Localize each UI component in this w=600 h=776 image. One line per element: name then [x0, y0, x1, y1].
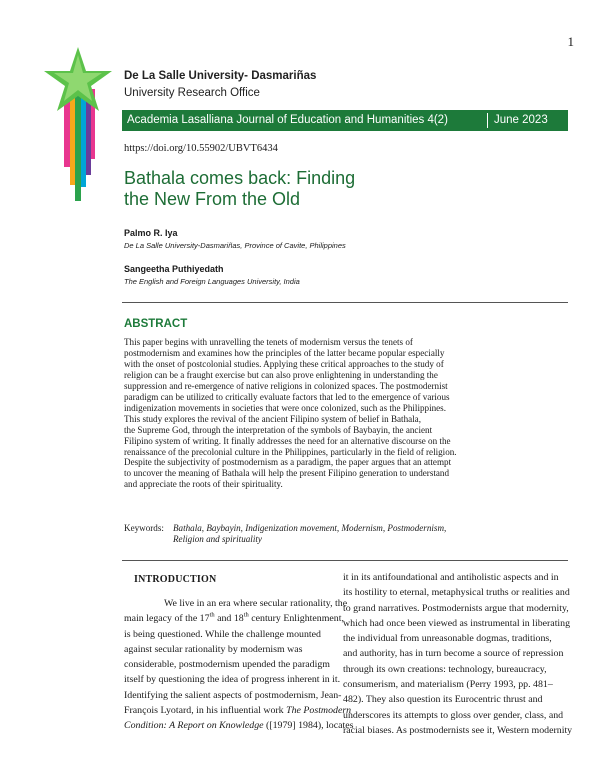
author-2-name: Sangeetha Puthiyedath: [124, 264, 224, 274]
university-name: De La Salle University- Dasmariñas: [124, 70, 317, 82]
abstract-line: Despite the subjectivity of postmodernism as a paradigm, the paper argues that an attempt: [124, 457, 452, 468]
abstract-line: indigenization movements in societies that were once colonized, such as the Philippines.: [124, 402, 446, 413]
abstract-line: to uncover the meaning of Bathala will help the present Filipino generation to understand: [124, 468, 450, 479]
intro-line: through its own creations: technology, bureaucracy,: [343, 663, 547, 675]
intro-line: underscores its attempts to gloss over gender, class, and: [343, 709, 564, 721]
abstract-heading: ABSTRACT: [124, 318, 188, 330]
intro-line: main legacy of the 17th and 18th century Enlightenment,: [124, 612, 344, 625]
intro-line: and authority, has in turn become a source of repression: [343, 648, 564, 660]
abstract-line: postmodernism and examines how the principles of the latter became popular especially: [124, 347, 445, 358]
abstract-line: the Supreme God, through the interpretation of the symbols of Baybayin, the ancient: [124, 424, 433, 435]
keywords-line-1: Bathala, Baybayin, Indigenization movement, Modernism, Postmodernism,: [173, 523, 447, 533]
divider-bottom: [122, 560, 568, 561]
intro-line: which had once been viewed as instrumental in liberating: [343, 617, 571, 629]
divider-top: [122, 302, 568, 303]
banner-divider: [487, 113, 488, 128]
intro-line: against secular rationality by modernism was: [124, 643, 303, 655]
abstract-line: This study explores the revival of the ancient Filipino system of belief in Bathala,: [124, 413, 421, 424]
intro-line: racial biases. As postmodernists see it, Western modernity: [343, 724, 573, 736]
journal-title: Academia Lasalliana Journal of Education and Humanities 4(2): [127, 114, 448, 126]
intro-line: François Lyotard, in his influential work The Postmodern: [124, 705, 352, 717]
intro-line: it in its antifoundational and antiholistic aspects and in: [343, 572, 559, 583]
abstract-line: and appreciate the roots of their spirituality.: [124, 479, 283, 490]
intro-line: 482). They also question its Eurocentric thrust and: [343, 694, 543, 706]
author-1-name: Palmo R. Iya: [124, 228, 178, 238]
intro-line: to grand narratives. Postmodernists argue that modernity,: [343, 602, 569, 614]
intro-line: considerable, postmodernism upended the paradigm: [124, 659, 330, 671]
intro-right-column: [343, 570, 573, 738]
journal-banner: [122, 110, 568, 131]
journal-date: June 2023: [494, 114, 548, 126]
title-line-2: the New From the Old: [124, 189, 301, 209]
intro-line: Identifying the salient aspects of postmodernism, Jean-: [124, 689, 342, 701]
abstract-line: renaissance of the precolonial culture in the Philippines, particularly in the field of religion.: [124, 446, 457, 457]
university-logo-icon: [40, 45, 120, 207]
keywords-line-2: Religion and spirituality: [173, 534, 262, 544]
abstract-line: suppression and re-emergence of native religions in colonized spaces. The postmodernist: [124, 380, 448, 391]
author-1-affiliation: De La Salle University-Dasmariñas, Province of Cavite, Philippines: [124, 241, 346, 250]
author-2-affiliation: The English and Foreign Languages University, India: [124, 277, 300, 286]
paper-title: [124, 168, 355, 210]
abstract-line: paradigm can be utilized to critically evaluate factors that led to the emergence of various: [124, 391, 450, 402]
keywords-label: Keywords:: [124, 523, 164, 533]
introduction-heading: INTRODUCTION: [134, 574, 217, 585]
intro-line: its hostility to eternal, metaphysical truths or realities and: [343, 587, 570, 599]
abstract-line: with the onset of postcolonial studies. Applying these critical approaches to the study of: [124, 358, 444, 369]
page-number: 1: [567, 34, 574, 49]
abstract-line: Filipino system of writing. It finally addresses the need for an alternative discourse on the: [124, 435, 451, 446]
intro-line: itself by questioning the idea of progress inherent in it.: [124, 674, 341, 686]
intro-left-column: [124, 596, 354, 734]
doi-link[interactable]: https://doi.org/10.55902/UBVT6434: [124, 143, 278, 154]
abstract-line: This paper begins with unravelling the tenets of modernism versus the tenets of: [124, 337, 413, 347]
intro-line: We live in an era where secular rationality, the: [164, 598, 348, 609]
intro-line: is being questioned. While the challenge mounted: [124, 628, 321, 640]
title-line-1: Bathala comes back: Finding: [124, 168, 356, 188]
university-office: University Research Office: [124, 87, 260, 99]
intro-line: the individual from unreasonable dogmas, traditions,: [343, 633, 552, 645]
abstract-body: [124, 337, 569, 490]
intro-line: consumerism, and materialism (Perry 1993, pp. 481–: [343, 679, 553, 691]
intro-line: Condition: A Report on Knowledge ([1979] 1984), locates: [124, 720, 354, 732]
abstract-line: religion can be a fraught exercise but can also prove enlightening in understanding the: [124, 369, 438, 380]
